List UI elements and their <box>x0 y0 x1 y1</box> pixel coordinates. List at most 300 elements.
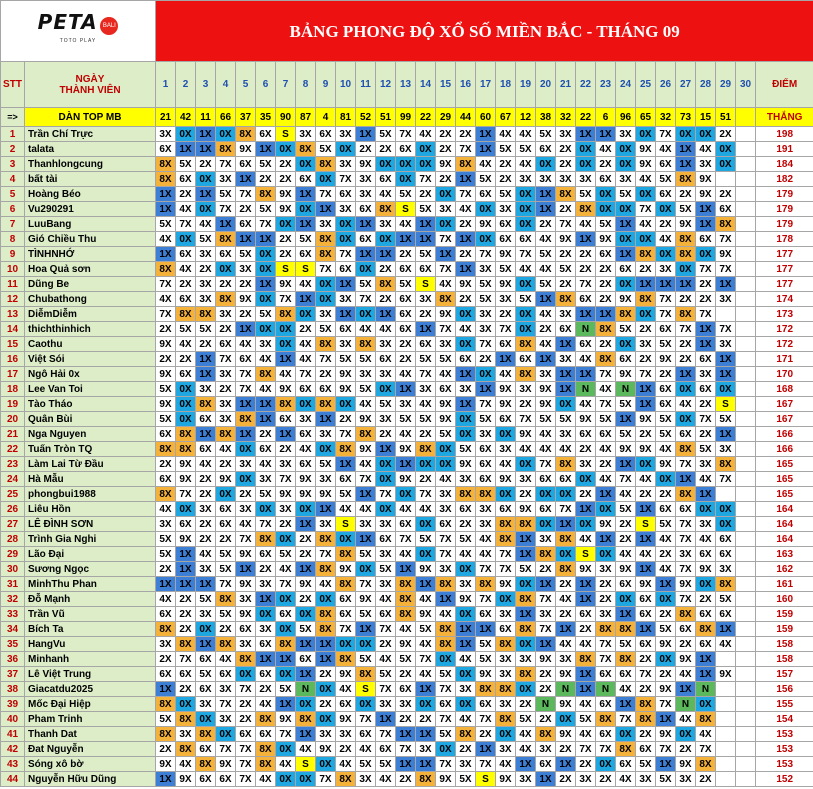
day-cell: 6X <box>396 262 416 277</box>
day-cell: 4X <box>396 547 416 562</box>
day-cell: 4X <box>376 772 396 787</box>
day-cell: 9X <box>676 757 696 772</box>
day-cell: 1X <box>296 562 316 577</box>
day-cell: 1X <box>276 427 296 442</box>
day-cell: 5X <box>576 187 596 202</box>
day-cell: 2X <box>656 217 676 232</box>
day-cell: 7X <box>616 712 636 727</box>
day-cell: 5X <box>636 757 656 772</box>
day-cell: 1X <box>156 682 176 697</box>
day-cell: 7X <box>376 487 396 502</box>
day-cell: 6X <box>336 697 356 712</box>
day-cell: 8X <box>516 592 536 607</box>
day-cell: 7X <box>576 742 596 757</box>
day-cell: 9X <box>156 337 176 352</box>
day-cell: S <box>716 397 736 412</box>
day-cell: 8X <box>256 367 276 382</box>
day-cell: 7X <box>676 517 696 532</box>
day-cell: 8X <box>616 742 636 757</box>
day-cell: 9X <box>156 757 176 772</box>
day-cell: 1X <box>676 367 696 382</box>
day-cell: 0X <box>336 142 356 157</box>
member-score: 184 <box>756 157 813 172</box>
table-row <box>1 577 813 592</box>
day-cell: 7X <box>216 742 236 757</box>
day-cell <box>736 412 756 427</box>
day-cell: 9X <box>556 232 576 247</box>
day-cell: 3X <box>456 757 476 772</box>
day-cell: 9X <box>636 142 656 157</box>
day-cell: 5X <box>456 772 476 787</box>
day-cell <box>736 307 756 322</box>
row-stt: 36 <box>1 652 25 667</box>
day-cell: 5X <box>516 562 536 577</box>
day-cell: 1X <box>676 277 696 292</box>
day-cell: 2X <box>316 367 336 382</box>
day-cell: 8X <box>536 547 556 562</box>
day-cell: 8X <box>456 727 476 742</box>
day-cell: 6X <box>456 502 476 517</box>
day-cell: S <box>296 757 316 772</box>
day-cell: 8X <box>436 622 456 637</box>
day-cell: 0X <box>216 487 236 502</box>
day-cell: 0X <box>336 637 356 652</box>
member-name: Caothu <box>25 337 156 352</box>
day-cell <box>736 502 756 517</box>
member-score: 166 <box>756 427 813 442</box>
day-cell: 9X <box>616 367 636 382</box>
day-cell: 7X <box>476 757 496 772</box>
day-cell: 9X <box>176 772 196 787</box>
day-cell: 7X <box>596 397 616 412</box>
day-cell: 9X <box>656 637 676 652</box>
day-cell <box>736 652 756 667</box>
day-cell: 0X <box>356 637 376 652</box>
member-score: 164 <box>756 502 813 517</box>
day-cell: 1X <box>476 127 496 142</box>
day-cell: 0X <box>176 502 196 517</box>
day-cell: 5X <box>416 622 436 637</box>
day-cell: 5X <box>496 142 516 157</box>
member-score: 165 <box>756 487 813 502</box>
day-cell: 9X <box>276 202 296 217</box>
day-cell: 2X <box>196 472 216 487</box>
day-cell: 3X <box>336 202 356 217</box>
day-cell: 1X <box>476 622 496 637</box>
day-cell: 6X <box>216 667 236 682</box>
member-score: 179 <box>756 202 813 217</box>
day-cell: 0X <box>216 262 236 277</box>
day-cell: 5X <box>156 712 176 727</box>
day-cell: 9X <box>636 442 656 457</box>
day-cell: 2X <box>416 472 436 487</box>
day-cell: 8X <box>256 757 276 772</box>
day-cell: 5X <box>716 412 736 427</box>
table-row <box>1 697 813 712</box>
day-cell: 9X <box>636 157 656 172</box>
day-cell: 4X <box>456 202 476 217</box>
day-cell <box>736 202 756 217</box>
day-cell: 4X <box>376 652 396 667</box>
member-name: Chubathong <box>25 292 156 307</box>
day-cell: 0X <box>576 157 596 172</box>
day-cell: 4X <box>296 442 316 457</box>
day-cell: 8X <box>696 622 716 637</box>
day-cell: N <box>696 682 716 697</box>
day-cell: 6X <box>196 682 216 697</box>
day-cell: 6X <box>256 547 276 562</box>
day-cell: 3X <box>536 367 556 382</box>
day-cell: N <box>576 382 596 397</box>
day-cell: 4X <box>536 442 556 457</box>
day-cell: 2X <box>636 727 656 742</box>
day-cell: 7X <box>276 727 296 742</box>
day-cell: 0X <box>476 367 496 382</box>
day-cell: 4X <box>276 757 296 772</box>
day-cell: 3X <box>416 382 436 397</box>
day-cell: 9X <box>356 157 376 172</box>
day-cell: 0X <box>256 607 276 622</box>
day-cell: 5X <box>256 307 276 322</box>
day-cell: 2X <box>656 667 676 682</box>
day-header: 17 <box>476 62 496 108</box>
day-cell: 3X <box>336 292 356 307</box>
day-cell: 2X <box>556 247 576 262</box>
day-cell: 2X <box>436 142 456 157</box>
day-cell: 5X <box>416 412 436 427</box>
day-cell <box>736 127 756 142</box>
day-cell: 9X <box>356 412 376 427</box>
day-cell: 3X <box>556 172 576 187</box>
day-cell: 6X <box>336 187 356 202</box>
title-row <box>1 1 813 62</box>
day-cell: 1X <box>596 487 616 502</box>
row-stt: 12 <box>1 292 25 307</box>
day-cell: 0X <box>556 397 576 412</box>
day-cell: 6X <box>556 322 576 337</box>
day-cell: 3X <box>196 607 216 622</box>
day-cell: 3X <box>336 727 356 742</box>
day-cell: 0X <box>636 232 656 247</box>
day-cell: 7X <box>716 472 736 487</box>
day-cell <box>736 382 756 397</box>
day-cell: 2X <box>676 352 696 367</box>
day-header: 11 <box>356 62 376 108</box>
day-cell: 4X <box>156 292 176 307</box>
day-cell: 8X <box>276 397 296 412</box>
day-cell: 3X <box>296 127 316 142</box>
day-cell: 6X <box>576 607 596 622</box>
day-cell <box>716 307 736 322</box>
day-cell: 4X <box>556 592 576 607</box>
day-cell: 8X <box>156 157 176 172</box>
member-name: Tuấn Tròn TQ <box>25 442 156 457</box>
day-cell: 2X <box>696 277 716 292</box>
day-cell: 7X <box>316 772 336 787</box>
day-cell: 5X <box>536 412 556 427</box>
day-cell: 9X <box>556 727 576 742</box>
day-cell: 9X <box>436 412 456 427</box>
day-cell: 1X <box>376 307 396 322</box>
day-cell: 2X <box>696 292 716 307</box>
day-cell: 8X <box>336 772 356 787</box>
day-cell: 2X <box>636 262 656 277</box>
day-cell: 6X <box>196 742 216 757</box>
day-cell: 8X <box>276 637 296 652</box>
day-cell: 6X <box>436 517 456 532</box>
day-cell: 7X <box>436 712 456 727</box>
day-cell: 6X <box>696 352 716 367</box>
day-cell: 1X <box>516 532 536 547</box>
day-cell: 6X <box>336 592 356 607</box>
day-cell: 8X <box>516 622 536 637</box>
day-cell: 8X <box>216 232 236 247</box>
day-cell: 4X <box>636 217 656 232</box>
day-cell: 7X <box>156 307 176 322</box>
day-cell: 6X <box>156 667 176 682</box>
table-row <box>1 367 813 382</box>
day-cell: 0X <box>276 322 296 337</box>
day-cell: 9X <box>436 772 456 787</box>
day-cell: 0X <box>436 652 456 667</box>
day-cell: 7X <box>176 217 196 232</box>
member-score: 174 <box>756 292 813 307</box>
day-cell <box>736 397 756 412</box>
day-cell <box>736 367 756 382</box>
day-cell: 1X <box>676 472 696 487</box>
row-stt: 17 <box>1 367 25 382</box>
day-cell: 7X <box>416 172 436 187</box>
row-stt: 21 <box>1 427 25 442</box>
day-cell: 0X <box>376 502 396 517</box>
day-cell: 8X <box>676 232 696 247</box>
day-cell: 2X <box>556 577 576 592</box>
day-cell: 0X <box>196 202 216 217</box>
day-cell: 1X <box>456 232 476 247</box>
day-cell: 6X <box>496 337 516 352</box>
member-score: 161 <box>756 577 813 592</box>
day-cell: 0X <box>176 382 196 397</box>
day-cell: 1X <box>536 577 556 592</box>
row-stt: 40 <box>1 712 25 727</box>
day-cell: 9X <box>456 277 476 292</box>
day-cell: 1X <box>356 532 376 547</box>
day-cell: 6X <box>696 232 716 247</box>
day-cell: 2X <box>296 547 316 562</box>
day-cell: 2X <box>236 277 256 292</box>
day-cell: 6X <box>656 322 676 337</box>
day-cell: 7X <box>496 322 516 337</box>
day-cell: 8X <box>216 427 236 442</box>
day-cell: 4X <box>436 472 456 487</box>
day-cell: 8X <box>496 712 516 727</box>
table-row <box>1 187 813 202</box>
day-cell: 9X <box>396 637 416 652</box>
day-cell: 7X <box>356 472 376 487</box>
day-cell: 0X <box>596 547 616 562</box>
day-cell: 5X <box>196 232 216 247</box>
day-cell: 6X <box>636 742 656 757</box>
day-cell: 5X <box>316 322 336 337</box>
day-cell: 1X <box>236 322 256 337</box>
day-cell: 0X <box>716 157 736 172</box>
day-cell: 1X <box>716 622 736 637</box>
day-cell: 8X <box>176 712 196 727</box>
day-cell: 9X <box>576 562 596 577</box>
day-cell: 8X <box>356 667 376 682</box>
day-cell: 1X <box>356 487 376 502</box>
member-name: Trần Vũ <box>25 607 156 622</box>
day-cell: 9X <box>496 277 516 292</box>
day-cell: 2X <box>196 157 216 172</box>
day-cell: 6X <box>396 307 416 322</box>
day-cell <box>736 247 756 262</box>
day-cell: 4X <box>176 262 196 277</box>
day-cell: 8X <box>156 442 176 457</box>
day-cell: 1X <box>556 622 576 637</box>
day-cell: 5X <box>436 727 456 742</box>
day-cell: 5X <box>656 622 676 637</box>
day-cell: 7X <box>536 457 556 472</box>
day-cell: 3X <box>236 592 256 607</box>
day-cell: 5X <box>356 277 376 292</box>
day-cell: 2X <box>196 262 216 277</box>
member-name: Bích Ta <box>25 622 156 637</box>
member-score: 182 <box>756 172 813 187</box>
day-cell: 0X <box>176 412 196 427</box>
day-cell: 5X <box>396 187 416 202</box>
day-cell: 7X <box>576 277 596 292</box>
day-cell: 9X <box>316 487 336 502</box>
day-cell: 6X <box>516 232 536 247</box>
day-cell: 1X <box>296 217 316 232</box>
day-cell: 7X <box>296 367 316 382</box>
day-cell: 7X <box>236 367 256 382</box>
member-score: 168 <box>756 382 813 397</box>
day-cell: 8X <box>516 367 536 382</box>
day-cell: 6X <box>276 412 296 427</box>
day-cell: 8X <box>596 622 616 637</box>
day-cell: 4X <box>556 637 576 652</box>
day-cell <box>716 652 736 667</box>
day-cell: 9X <box>596 232 616 247</box>
day-cell: 7X <box>696 262 716 277</box>
day-cell: 6X <box>476 697 496 712</box>
day-header: 16 <box>456 62 476 108</box>
day-cell: 6X <box>316 382 336 397</box>
day-header: 19 <box>516 62 536 108</box>
day-cell: 9X <box>536 397 556 412</box>
day-cell: 6X <box>496 502 516 517</box>
day-cell: 0X <box>276 337 296 352</box>
prize-number: 22 <box>576 108 596 127</box>
day-cell: 8X <box>216 142 236 157</box>
day-cell: 4X <box>356 397 376 412</box>
member-name: Hà Mẫu <box>25 472 156 487</box>
day-cell: 1X <box>196 577 216 592</box>
member-name: Lê Việt Trung <box>25 667 156 682</box>
day-cell: 5X <box>616 427 636 442</box>
day-cell: 7X <box>236 682 256 697</box>
day-cell: 8X <box>156 622 176 637</box>
member-name: thichthinhich <box>25 322 156 337</box>
day-cell: 9X <box>656 682 676 697</box>
day-cell: 8X <box>476 682 496 697</box>
day-cell: 3X <box>496 697 516 712</box>
day-cell: 5X <box>656 427 676 442</box>
day-cell: 8X <box>496 637 516 652</box>
day-cell: 2X <box>576 442 596 457</box>
day-cell: 4X <box>676 397 696 412</box>
day-cell: 1X <box>576 232 596 247</box>
day-cell: 7X <box>336 247 356 262</box>
prize-number: 4 <box>316 108 336 127</box>
day-cell: 1X <box>356 247 376 262</box>
day-cell: 4X <box>496 127 516 142</box>
day-cell: 0X <box>676 727 696 742</box>
day-cell: 2X <box>156 352 176 367</box>
day-cell: 0X <box>236 667 256 682</box>
day-cell: 1X <box>616 607 636 622</box>
member-name: Thanhlongcung <box>25 157 156 172</box>
day-header: 13 <box>396 62 416 108</box>
day-cell: 1X <box>276 652 296 667</box>
day-cell <box>736 352 756 367</box>
day-cell: 9X <box>356 592 376 607</box>
day-cell: 1X <box>276 697 296 712</box>
member-score: 198 <box>756 127 813 142</box>
day-cell: 4X <box>556 442 576 457</box>
day-cell: 5X <box>496 187 516 202</box>
day-cell: 9X <box>236 577 256 592</box>
day-cell: 0X <box>616 727 636 742</box>
day-cell: 3X <box>176 727 196 742</box>
day-cell: 1X <box>516 607 536 622</box>
day-cell: 3X <box>276 502 296 517</box>
day-cell: 8X <box>216 292 236 307</box>
day-cell: 1X <box>456 262 476 277</box>
day-cell: 7X <box>316 547 336 562</box>
day-cell: 3X <box>196 277 216 292</box>
day-cell: 8X <box>676 247 696 262</box>
day-cell: 6X <box>656 382 676 397</box>
day-cell: S <box>296 262 316 277</box>
day-cell: 8X <box>476 487 496 502</box>
day-cell: 9X <box>596 517 616 532</box>
day-cell: 3X <box>376 547 396 562</box>
day-cell: N <box>296 682 316 697</box>
member-name: Minhanh <box>25 652 156 667</box>
day-cell: 7X <box>436 262 456 277</box>
day-cell <box>736 622 756 637</box>
day-cell: 2X <box>276 172 296 187</box>
day-cell: 2X <box>656 367 676 382</box>
day-cell: 9X <box>276 382 296 397</box>
member-score: 163 <box>756 547 813 562</box>
day-cell: 3X <box>656 262 676 277</box>
day-cell: 3X <box>476 502 496 517</box>
day-cell: 0X <box>636 187 656 202</box>
day-cell: 4X <box>516 727 536 742</box>
day-cell: 3X <box>696 367 716 382</box>
day-cell: 1X <box>416 727 436 742</box>
day-cell: 6X <box>216 772 236 787</box>
member-name: Tào Tháo <box>25 397 156 412</box>
day-cell: 3X <box>496 202 516 217</box>
day-cell: 5X <box>456 442 476 457</box>
day-cell: 3X <box>536 532 556 547</box>
day-cell: 7X <box>216 697 236 712</box>
